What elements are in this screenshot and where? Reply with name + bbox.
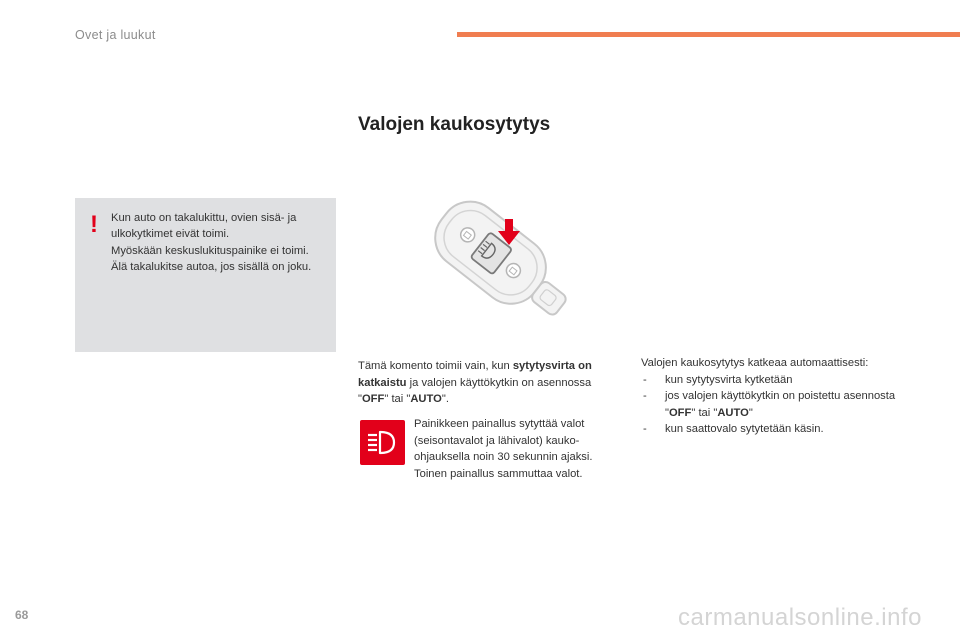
auto-emphasis: AUTO — [410, 393, 442, 405]
warning-text — [111, 210, 333, 276]
list-item: - kun sytytysvirta kytketään — [643, 373, 793, 386]
warning-box — [75, 198, 336, 352]
list-item: - jos valojen käyttökytkin on poistettu asennosta "OFF" tai "AUTO" — [643, 390, 896, 419]
page-number: 68 — [15, 608, 29, 622]
ignition-off-emphasis: sytytysvirta on katkaistu — [358, 360, 592, 389]
exclamation-icon: ! — [90, 211, 98, 238]
intro-text: Tämä komento toimii vain, kun sytytysvirta on katkaistu ja valojen käyttökytkin on asennossa "OFF" tai "AUTO". — [358, 360, 592, 405]
headlight-button — [360, 420, 405, 465]
remote-key-illustration — [410, 185, 580, 335]
button-description: Painikkeen painallus sytyttää valot (seisontavalot ja lähivalot) kauko-ohjauksella noin 30 sekunnin ajaksi. Toinen painallus sammuttaa valot. — [414, 418, 593, 480]
headlight-icon — [360, 420, 405, 465]
warning-line: Kun auto on takalukittu, ovien sisä- ja ulkokytkimet eivät toimi. — [111, 212, 297, 241]
auto-off-list — [641, 372, 911, 438]
page-heading: Valojen kaukosytytys — [358, 114, 551, 135]
off-emphasis: OFF — [361, 393, 385, 405]
list-item: - kun saattovalo sytytetään käsin. — [643, 423, 824, 435]
header-accent-bar — [457, 32, 960, 37]
watermark: carmanualsonline.info — [678, 604, 922, 631]
warning-line: Älä takalukitse autoa, jos sisällä on joku. — [111, 261, 312, 274]
auto-off-section — [641, 355, 911, 438]
auto-off-intro: Valojen kaukosytytys katkeaa automaattisesti: — [641, 357, 869, 369]
warning-line: Myöskään keskuslukituspainike ei toimi. — [111, 244, 309, 257]
section-title: Ovet ja luukut — [75, 28, 156, 42]
